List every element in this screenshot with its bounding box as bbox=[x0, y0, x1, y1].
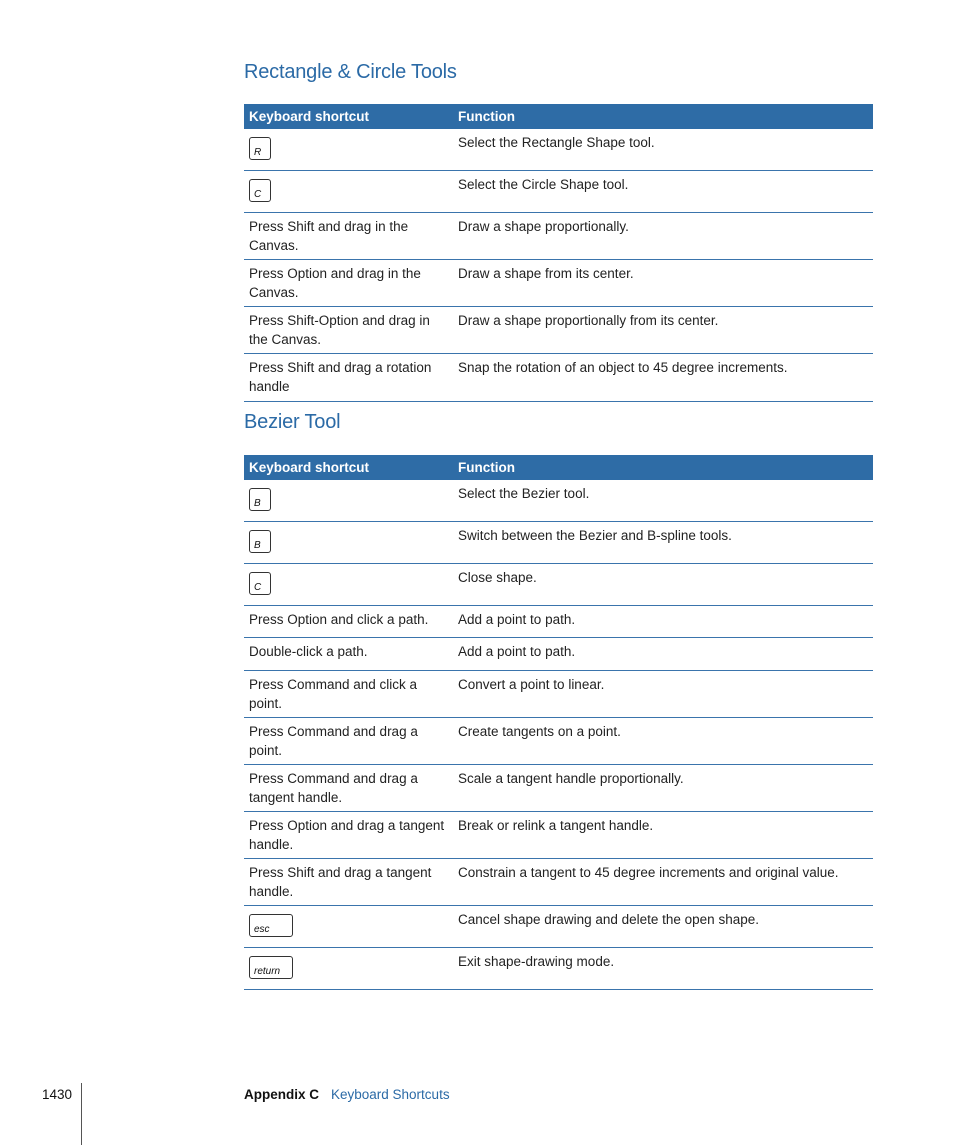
key-cap-esc: esc bbox=[249, 914, 293, 937]
shortcut-cell bbox=[244, 564, 453, 606]
shortcut-cell bbox=[244, 522, 453, 564]
function-cell: Draw a shape proportionally. bbox=[453, 213, 873, 260]
function-cell: Select the Circle Shape tool. bbox=[453, 171, 873, 213]
shortcut-cell: Press Command and drag a tangent handle. bbox=[244, 765, 453, 812]
function-cell: Switch between the Bezier and B-spline tools. bbox=[453, 522, 873, 564]
function-cell: Add a point to path. bbox=[453, 606, 873, 638]
function-cell: Draw a shape from its center. bbox=[453, 260, 873, 307]
shortcut-cell: Press Shift and drag a rotation handle bbox=[244, 354, 453, 402]
key-cap-b: B bbox=[249, 488, 271, 511]
key-cap-c: C bbox=[249, 572, 271, 595]
shortcut-cell: Press Option and drag a tangent handle. bbox=[244, 812, 453, 859]
shortcut-cell: Press Shift and drag in the Canvas. bbox=[244, 213, 453, 260]
function-cell: Add a point to path. bbox=[453, 638, 873, 671]
table-row bbox=[244, 213, 873, 260]
table-row bbox=[244, 260, 873, 307]
table-row bbox=[244, 638, 873, 671]
shortcut-cell bbox=[244, 948, 453, 990]
function-cell: Close shape. bbox=[453, 564, 873, 606]
table-row bbox=[244, 671, 873, 718]
shortcut-cell: Press Option and click a path. bbox=[244, 606, 453, 638]
shortcut-cell: Press Command and click a point. bbox=[244, 671, 453, 718]
shortcut-cell bbox=[244, 129, 453, 171]
function-cell: Select the Bezier tool. bbox=[453, 480, 873, 522]
footer-appendix-label: Appendix C bbox=[244, 1087, 320, 1102]
footer-chapter-link[interactable]: Keyboard Shortcuts bbox=[331, 1087, 450, 1102]
table-header-row bbox=[244, 455, 873, 480]
table-row bbox=[244, 765, 873, 812]
header-keyboard-shortcut: Keyboard shortcut bbox=[244, 455, 453, 480]
bezier-shortcuts-table bbox=[244, 455, 873, 990]
table-row bbox=[244, 354, 873, 402]
shortcut-cell: Press Command and drag a point. bbox=[244, 718, 453, 765]
key-cap-return: return bbox=[249, 956, 293, 979]
key-cap-r: R bbox=[249, 137, 271, 160]
table-row bbox=[244, 129, 873, 171]
table-row bbox=[244, 948, 873, 990]
function-cell: Break or relink a tangent handle. bbox=[453, 812, 873, 859]
shortcut-cell: Double-click a path. bbox=[244, 638, 453, 671]
table-row bbox=[244, 859, 873, 906]
shortcut-cell: Press Option and drag in the Canvas. bbox=[244, 260, 453, 307]
table-row bbox=[244, 564, 873, 606]
function-cell: Convert a point to linear. bbox=[453, 671, 873, 718]
table-row bbox=[244, 480, 873, 522]
table-header-row bbox=[244, 104, 873, 129]
function-cell: Create tangents on a point. bbox=[453, 718, 873, 765]
section-title-bezier: Bezier Tool bbox=[244, 411, 341, 433]
header-keyboard-shortcut: Keyboard shortcut bbox=[244, 104, 453, 129]
function-cell: Scale a tangent handle proportionally. bbox=[453, 765, 873, 812]
shortcut-cell bbox=[244, 171, 453, 213]
shortcut-cell bbox=[244, 906, 453, 948]
table-row bbox=[244, 307, 873, 354]
table-row bbox=[244, 606, 873, 638]
function-cell: Draw a shape proportionally from its center. bbox=[453, 307, 873, 354]
footer-divider bbox=[81, 1083, 82, 1145]
function-cell: Select the Rectangle Shape tool. bbox=[453, 129, 873, 171]
table-row bbox=[244, 718, 873, 765]
function-cell: Constrain a tangent to 45 degree increments and original value. bbox=[453, 859, 873, 906]
shortcut-cell: Press Shift-Option and drag in the Canvas. bbox=[244, 307, 453, 354]
page-number: 1430 bbox=[42, 1087, 73, 1102]
section-title-rectangle-circle: Rectangle & Circle Tools bbox=[244, 61, 457, 83]
function-cell: Exit shape-drawing mode. bbox=[453, 948, 873, 990]
rectangle-circle-shortcuts-table bbox=[244, 104, 873, 402]
shortcut-cell: Press Shift and drag a tangent handle. bbox=[244, 859, 453, 906]
key-cap-c: C bbox=[249, 179, 271, 202]
function-cell: Snap the rotation of an object to 45 degree increments. bbox=[453, 354, 873, 402]
header-function: Function bbox=[453, 455, 873, 480]
header-function: Function bbox=[453, 104, 873, 129]
table-row bbox=[244, 171, 873, 213]
function-cell: Cancel shape drawing and delete the open shape. bbox=[453, 906, 873, 948]
shortcut-cell bbox=[244, 480, 453, 522]
table-row bbox=[244, 522, 873, 564]
table-row bbox=[244, 906, 873, 948]
key-cap-b: B bbox=[249, 530, 271, 553]
table-row bbox=[244, 812, 873, 859]
